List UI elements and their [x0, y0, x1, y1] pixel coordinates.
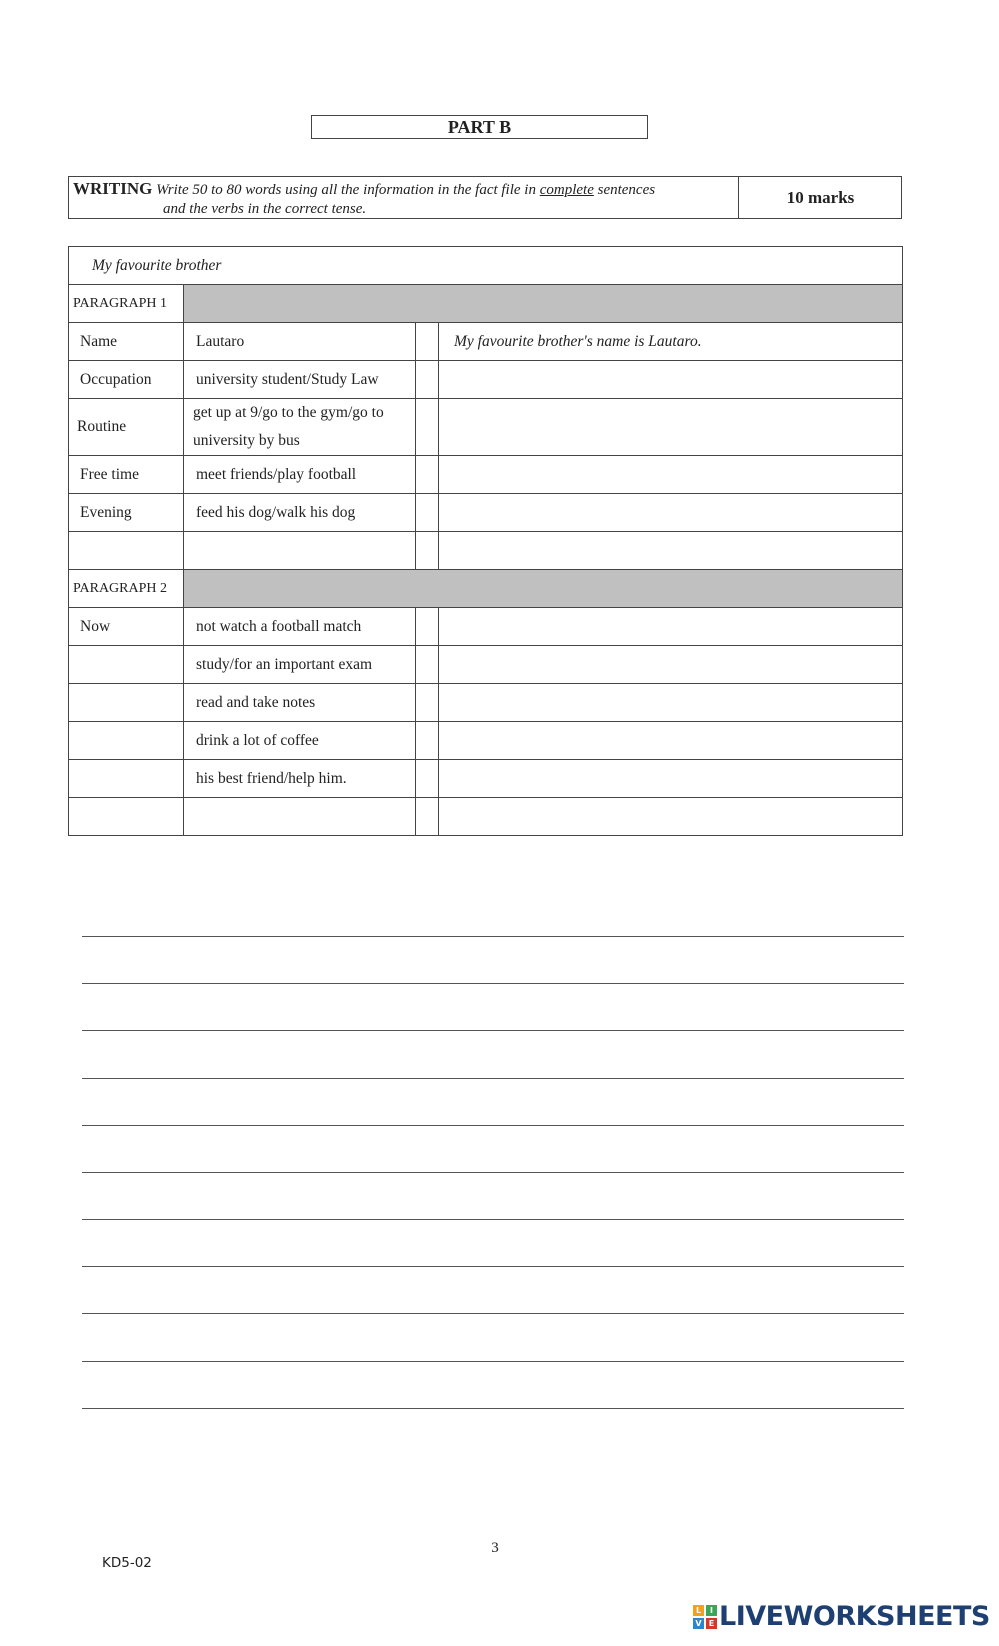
- fact-file-title: My favourite brother: [69, 247, 903, 285]
- logo-tile: V: [693, 1618, 704, 1629]
- table-row: [69, 798, 903, 836]
- row-info: meet friends/play football: [184, 456, 416, 494]
- answer-field[interactable]: [439, 798, 903, 836]
- logo-tiles-icon: [693, 1605, 717, 1629]
- writing-line[interactable]: [82, 1219, 904, 1220]
- writing-line[interactable]: [82, 1172, 904, 1173]
- row-info: not watch a football match: [184, 608, 416, 646]
- spacer-cell: [416, 494, 439, 532]
- answer-field[interactable]: [439, 361, 903, 399]
- writing-line[interactable]: [82, 936, 904, 937]
- paragraph2-label: PARAGRAPH 2: [69, 570, 184, 608]
- table-row: [69, 456, 903, 494]
- writing-instruction: [73, 179, 728, 219]
- table-row: [69, 494, 903, 532]
- answer-field[interactable]: [439, 684, 903, 722]
- row-info: Lautaro: [184, 323, 416, 361]
- row-label: [69, 646, 184, 684]
- writing-line[interactable]: [82, 983, 904, 984]
- row-label: [69, 760, 184, 798]
- row-info: [184, 798, 416, 836]
- table-row: [69, 646, 903, 684]
- spacer-cell: [416, 684, 439, 722]
- table-row: [69, 399, 903, 456]
- writing-label: WRITING: [73, 179, 153, 198]
- table-row: [69, 361, 903, 399]
- row-info: study/for an important exam: [184, 646, 416, 684]
- row-info: feed his dog/walk his dog: [184, 494, 416, 532]
- row-label: [69, 532, 184, 570]
- spacer-cell: [416, 532, 439, 570]
- brand-name: LIVEWORKSHEETS: [719, 1601, 990, 1632]
- spacer-cell: [416, 456, 439, 494]
- table-row: [69, 760, 903, 798]
- answer-field[interactable]: [439, 532, 903, 570]
- answer-field[interactable]: [439, 608, 903, 646]
- page-number: 3: [491, 1540, 499, 1556]
- spacer-cell: [416, 361, 439, 399]
- spacer-cell: [416, 646, 439, 684]
- row-label: Now: [69, 608, 184, 646]
- spacer-cell: [416, 798, 439, 836]
- row-info: [184, 399, 416, 456]
- table-row: [69, 532, 903, 570]
- answer-field[interactable]: [439, 494, 903, 532]
- row-info: drink a lot of coffee: [184, 722, 416, 760]
- answer-field[interactable]: [439, 399, 903, 456]
- spacer-cell: [416, 608, 439, 646]
- part-title: PART B: [311, 115, 648, 139]
- answer-field[interactable]: My favourite brother's name is Lautaro.: [439, 323, 903, 361]
- writing-line[interactable]: [82, 1030, 904, 1031]
- row-label: Name: [69, 323, 184, 361]
- writing-line[interactable]: [82, 1313, 904, 1314]
- row-info: his best friend/help him.: [184, 760, 416, 798]
- row-info-line1: get up at 9/go to the gym/go to: [193, 404, 384, 421]
- row-label: Evening: [69, 494, 184, 532]
- row-label: [69, 798, 184, 836]
- table-row: [69, 722, 903, 760]
- writing-line[interactable]: [82, 1266, 904, 1267]
- row-info: university student/Study Law: [184, 361, 416, 399]
- row-info: read and take notes: [184, 684, 416, 722]
- row-label: Occupation: [69, 361, 184, 399]
- row-info: [184, 532, 416, 570]
- fact-file-table: [68, 246, 903, 836]
- document-code: KD5-02: [102, 1555, 152, 1571]
- writing-instruction-box: [68, 176, 902, 219]
- logo-tile: I: [706, 1605, 717, 1616]
- writing-line[interactable]: [82, 1078, 904, 1079]
- answer-field[interactable]: [439, 456, 903, 494]
- instruction-underlined: complete: [539, 182, 594, 198]
- instruction-line2: and the verbs in the correct tense.: [163, 201, 367, 217]
- paragraph2-header-bar: [184, 570, 903, 608]
- instruction-text: Write 50 to 80 words using all the information in the fact file in: [156, 182, 536, 198]
- paragraph1-label: PARAGRAPH 1: [69, 285, 184, 323]
- row-label: [69, 722, 184, 760]
- row-info-line2: university by bus: [193, 432, 300, 449]
- spacer-cell: [416, 722, 439, 760]
- answer-field[interactable]: [439, 760, 903, 798]
- row-label: Routine: [69, 399, 184, 456]
- answer-field[interactable]: [439, 722, 903, 760]
- answer-field[interactable]: [439, 646, 903, 684]
- spacer-cell: [416, 323, 439, 361]
- paragraph1-header-bar: [184, 285, 903, 323]
- table-row: [69, 608, 903, 646]
- writing-line[interactable]: [82, 1408, 904, 1409]
- writing-line[interactable]: [82, 1125, 904, 1126]
- row-label: [69, 684, 184, 722]
- table-row: [69, 323, 903, 361]
- spacer-cell: [416, 399, 439, 456]
- instruction-text-end: sentences: [597, 182, 656, 198]
- row-label: Free time: [69, 456, 184, 494]
- writing-line[interactable]: [82, 1361, 904, 1362]
- spacer-cell: [416, 760, 439, 798]
- logo-tile: L: [693, 1605, 704, 1616]
- marks-label: 10 marks: [738, 177, 902, 218]
- logo-tile: E: [706, 1618, 717, 1629]
- table-row: [69, 684, 903, 722]
